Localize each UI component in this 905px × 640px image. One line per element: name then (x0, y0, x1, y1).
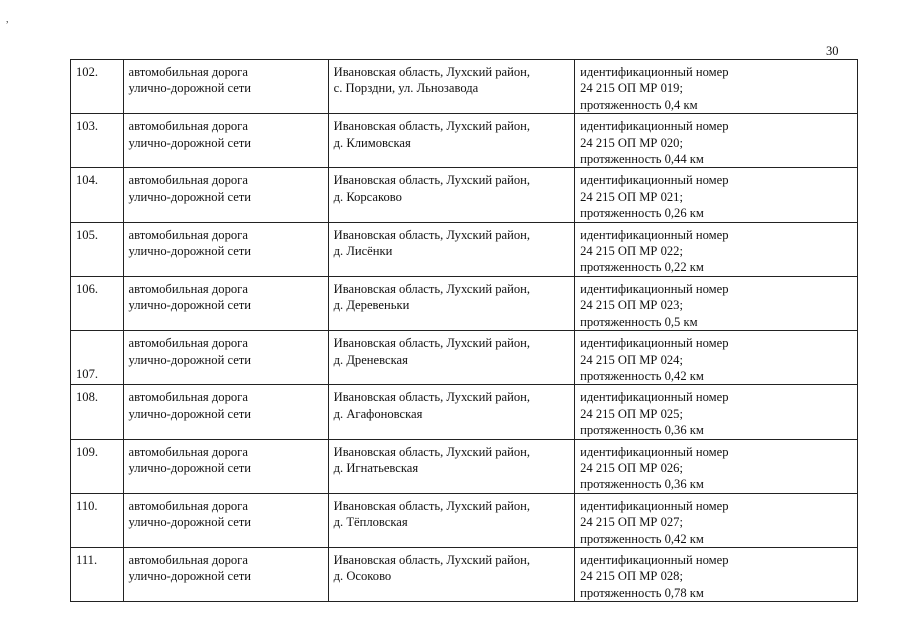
identification-text: 24 215 ОП МР 023; (580, 298, 683, 313)
address-text: с. Порздни, ул. Льнозавода (333, 81, 479, 96)
identification-text: идентификационный номер (580, 390, 729, 405)
address-cell (328, 493, 575, 547)
road-type-text: автомобильная дорога (128, 173, 248, 188)
road-type-text: улично-дорожной сети (128, 406, 252, 421)
row-number-cell (71, 276, 124, 330)
row-number-text: 107. (76, 366, 99, 381)
address-text: д. Игнатьевская (333, 460, 419, 475)
road-type-cell (123, 385, 328, 439)
table-row (71, 493, 858, 547)
identification-cell (575, 439, 858, 493)
road-type-text: улично-дорожной сети (128, 81, 252, 96)
identification-cell (575, 60, 858, 114)
road-type-text: улично-дорожной сети (128, 569, 252, 584)
roads-table (70, 59, 858, 602)
road-type-text: автомобильная дорога (128, 281, 248, 296)
address-text: Ивановская область, Лухский район, (333, 390, 531, 405)
road-type-cell (123, 331, 328, 385)
address-text: Ивановская область, Лухский район, (333, 227, 531, 242)
table-row (71, 60, 858, 114)
table-row (71, 222, 858, 276)
road-type-text: улично-дорожной сети (128, 135, 252, 150)
identification-text: идентификационный номер (580, 119, 729, 134)
identification-text: идентификационный номер (580, 227, 729, 242)
row-number-cell (71, 439, 124, 493)
identification-text: идентификационный номер (580, 173, 729, 188)
road-type-cell (123, 168, 328, 222)
identification-cell (575, 331, 858, 385)
road-type-text: улично-дорожной сети (128, 244, 252, 259)
address-text: Ивановская область, Лухский район, (333, 65, 531, 79)
road-type-text: автомобильная дорога (128, 119, 248, 134)
identification-cell (575, 114, 858, 168)
row-number-cell (71, 331, 124, 385)
identification-text: идентификационный номер (580, 498, 729, 513)
identification-cell (575, 222, 858, 276)
table-row (71, 385, 858, 439)
identification-text: протяженность 0,36 км (580, 423, 704, 438)
identification-text: 24 215 ОП МР 020; (580, 135, 683, 150)
road-type-cell (123, 276, 328, 330)
address-cell (328, 60, 575, 114)
row-number-text: 104. (76, 173, 99, 188)
table-row (71, 439, 858, 493)
address-text: Ивановская область, Лухский район, (333, 119, 531, 134)
identification-text: протяженность 0,44 км (580, 152, 704, 167)
row-number-text: 106. (76, 281, 99, 296)
identification-text: идентификационный номер (580, 336, 729, 351)
page-number: 30 (826, 44, 839, 58)
row-number-text: 109. (76, 444, 99, 459)
road-type-text: улично-дорожной сети (128, 460, 252, 475)
road-type-text: автомобильная дорога (128, 552, 248, 567)
address-text: Ивановская область, Лухский район, (333, 336, 531, 351)
table-row (71, 547, 858, 601)
row-number-text: 105. (76, 227, 99, 242)
row-number-cell (71, 60, 124, 114)
address-text: Ивановская область, Лухский район, (333, 444, 531, 459)
row-number-text: 102. (76, 65, 99, 79)
road-type-text: автомобильная дорога (128, 444, 248, 459)
road-type-text: улично-дорожной сети (128, 515, 252, 530)
road-type-text: автомобильная дорога (128, 336, 248, 351)
identification-text: протяженность 0,22 км (580, 260, 704, 275)
address-text: д. Деревеньки (333, 298, 410, 313)
identification-cell (575, 276, 858, 330)
identification-text: 24 215 ОП МР 021; (580, 189, 683, 204)
road-type-cell (123, 114, 328, 168)
address-cell (328, 276, 575, 330)
road-type-cell (123, 60, 328, 114)
identification-text: идентификационный номер (580, 444, 729, 459)
address-text: д. Лисёнки (333, 244, 393, 259)
row-number-text: 110. (76, 498, 98, 513)
identification-text: идентификационный номер (580, 552, 729, 567)
row-number-text: 111. (76, 552, 98, 567)
identification-text: протяженность 0,26 км (580, 206, 704, 221)
stray-mark: , (6, 14, 9, 25)
address-cell (328, 168, 575, 222)
identification-text: 24 215 ОП МР 022; (580, 244, 683, 259)
address-text: Ивановская область, Лухский район, (333, 498, 531, 513)
road-type-cell (123, 547, 328, 601)
identification-text: идентификационный номер (580, 65, 729, 79)
row-number-cell (71, 385, 124, 439)
address-text: Ивановская область, Лухский район, (333, 552, 531, 567)
table-row (71, 331, 858, 385)
identification-cell (575, 493, 858, 547)
identification-text: протяженность 0,5 км (580, 314, 698, 329)
identification-cell (575, 168, 858, 222)
row-number-text: 108. (76, 390, 99, 405)
road-type-text: автомобильная дорога (128, 498, 248, 513)
row-number-cell (71, 547, 124, 601)
identification-text: 24 215 ОП МР 026; (580, 460, 683, 475)
identification-text: протяженность 0,78 км (580, 585, 704, 600)
road-type-cell (123, 493, 328, 547)
road-type-text: автомобильная дорога (128, 65, 248, 79)
road-type-text: улично-дорожной сети (128, 189, 252, 204)
row-number-cell (71, 493, 124, 547)
row-number-text: 103. (76, 119, 99, 134)
road-type-text: улично-дорожной сети (128, 298, 252, 313)
identification-text: 24 215 ОП МР 019; (580, 81, 683, 96)
address-cell (328, 222, 575, 276)
address-cell (328, 439, 575, 493)
identification-text: 24 215 ОП МР 025; (580, 406, 683, 421)
row-number-cell (71, 222, 124, 276)
identification-text: 24 215 ОП МР 024; (580, 352, 683, 367)
address-text: д. Дреневская (333, 352, 408, 367)
identification-text: протяженность 0,42 км (580, 531, 704, 546)
address-text: д. Климовская (333, 135, 411, 150)
address-cell (328, 114, 575, 168)
identification-cell (575, 385, 858, 439)
address-text: Ивановская область, Лухский район, (333, 281, 531, 296)
identification-text: 24 215 ОП МР 027; (580, 515, 683, 530)
table-row (71, 114, 858, 168)
row-number-cell (71, 114, 124, 168)
address-cell (328, 331, 575, 385)
road-type-text: автомобильная дорога (128, 390, 248, 405)
roads-table-body (71, 60, 858, 602)
identification-text: протяженность 0,36 км (580, 477, 704, 492)
address-cell (328, 547, 575, 601)
address-cell (328, 385, 575, 439)
address-text: д. Тёпловская (333, 515, 408, 530)
address-text: д. Осоково (333, 569, 392, 584)
table-row (71, 276, 858, 330)
identification-text: протяженность 0,42 км (580, 368, 704, 383)
road-type-cell (123, 439, 328, 493)
road-type-cell (123, 222, 328, 276)
row-number-cell (71, 168, 124, 222)
road-type-text: улично-дорожной сети (128, 352, 252, 367)
road-type-text: автомобильная дорога (128, 227, 248, 242)
table-row (71, 168, 858, 222)
identification-cell (575, 547, 858, 601)
address-text: д. Корсаково (333, 189, 402, 204)
identification-text: идентификационный номер (580, 281, 729, 296)
address-text: Ивановская область, Лухский район, (333, 173, 531, 188)
identification-text: 24 215 ОП МР 028; (580, 569, 683, 584)
identification-text: протяженность 0,4 км (580, 97, 698, 112)
address-text: д. Агафоновская (333, 406, 423, 421)
